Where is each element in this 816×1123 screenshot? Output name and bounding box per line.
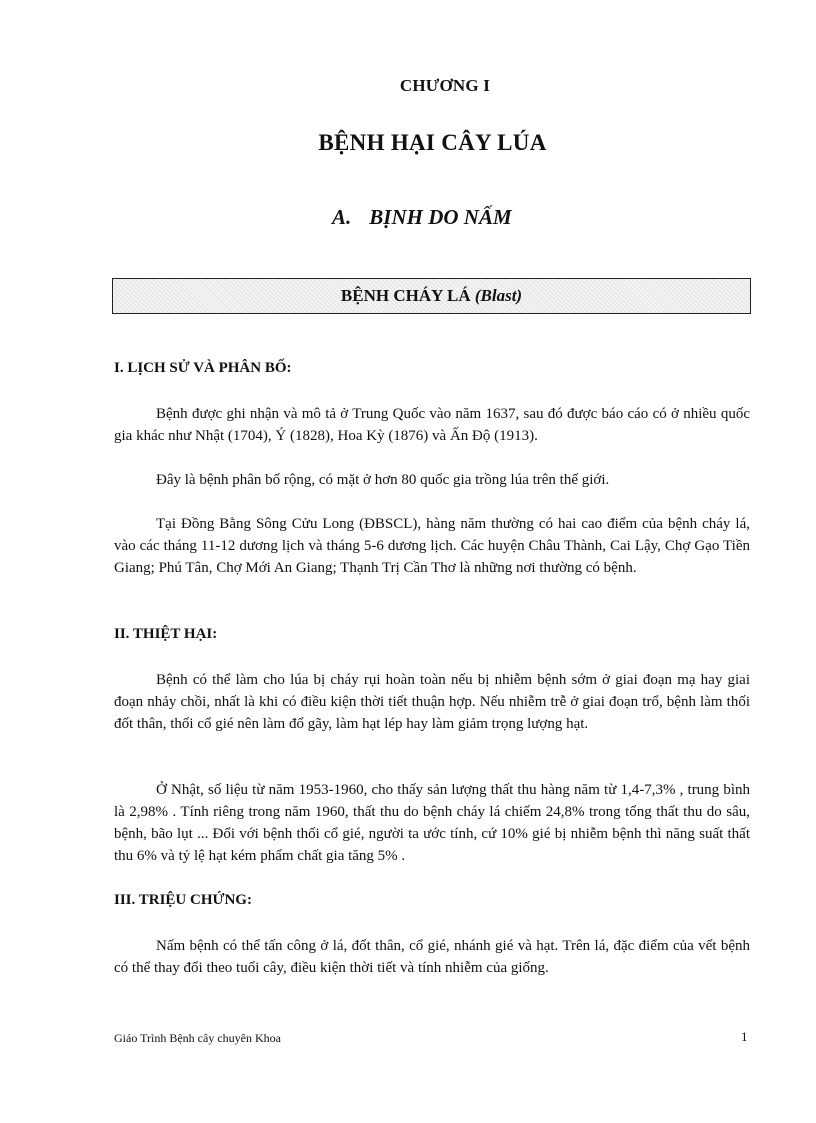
paragraph-history-3: Tại Đồng Bằng Sông Cửu Long (ĐBSCL), hàng năm thường có hai cao điểm của bệnh cháy lá, vào các tháng 11-12 dương lịch và tháng 5-6 dương lịch. Các huyện Châu Thành, Cai Lậy, Chợ Gạo Tiền Giang; Phú Tân, Chợ Mới An Giang; Thạnh Trị Cần Thơ là những nơi thường có bệnh. [114,516,750,576]
heading-symptoms: III. TRIỆU CHỨNG: [114,892,252,908]
heading-damage: II. THIỆT HẠI: [114,626,218,642]
paragraph-damage-1: Bệnh có thể làm cho lúa bị cháy rụi hoàn toàn nếu bị nhiễm bệnh sớm ở giai đoạn mạ hay giai đoạn nhảy chồi, nhất là khi có điều kiện thời tiết thuận hợp. Nếu nhiễm trễ ở giai đoạn trổ, bệnh làm thối đốt thân, thối cổ gié nên làm đổ gãy, làm hạt lép hay làm giảm trọng lượng hạt. [114,672,750,732]
paragraph-history-2: Đây là bệnh phân bố rộng, có mặt ở hơn 80 quốc gia trồng lúa trên thế giới. [156,472,610,488]
chapter-label: CHƯƠNG I [399,76,491,95]
footer-book-title: Giáo Trình Bệnh cây chuyên Khoa [114,1031,281,1045]
disease-title-box [112,278,751,314]
paragraph-symptoms-1: Nấm bệnh có thể tấn công ở lá, đốt thân, cổ gié, nhánh gié và hạt. Trên lá, đặc điểm của vết bệnh có thể thay đổi theo tuổi cây, điều kiện thời tiết và tính nhiễm của giống. [114,938,750,976]
disease-latin-name: (Blast) [474,286,523,305]
section-name: BỊNH DO NẤM [369,205,512,229]
page-number: 1 [741,1029,748,1044]
paragraph-history-1: Bệnh được ghi nhận và mô tả ở Trung Quốc vào năm 1637, sau đó được báo cáo có ở nhiều quốc gia khác như Nhật (1704), Ý (1828), Hoa Kỳ (1876) và Ấn Độ (1913). [114,406,750,444]
paragraph-damage-2: Ở Nhật, số liệu từ năm 1953-1960, cho thấy sản lượng thất thu hàng năm từ 1,4-7,3% , trung bình là 2,98% . Tính riêng trong năm 1960, thất thu do bệnh cháy lá chiếm 24,8% trong tổng thất thu do sâu, bệnh, bão lụt ... Đối với bệnh thối cổ gié, người ta ước tính, cứ 10% gié bị nhiễm bệnh thì năng suất thất thu 6% và tỷ lệ hạt kém phẩm chất gia tăng 5% . [114,782,750,864]
heading-history: I. LỊCH SỬ VÀ PHÂN BỐ: [114,360,292,376]
section-letter: A. [332,205,352,229]
disease-name: BỆNH CHÁY LÁ [340,286,471,305]
section-title [332,205,512,230]
chapter-title: BỆNH HẠI CÂY LÚA [318,130,547,155]
